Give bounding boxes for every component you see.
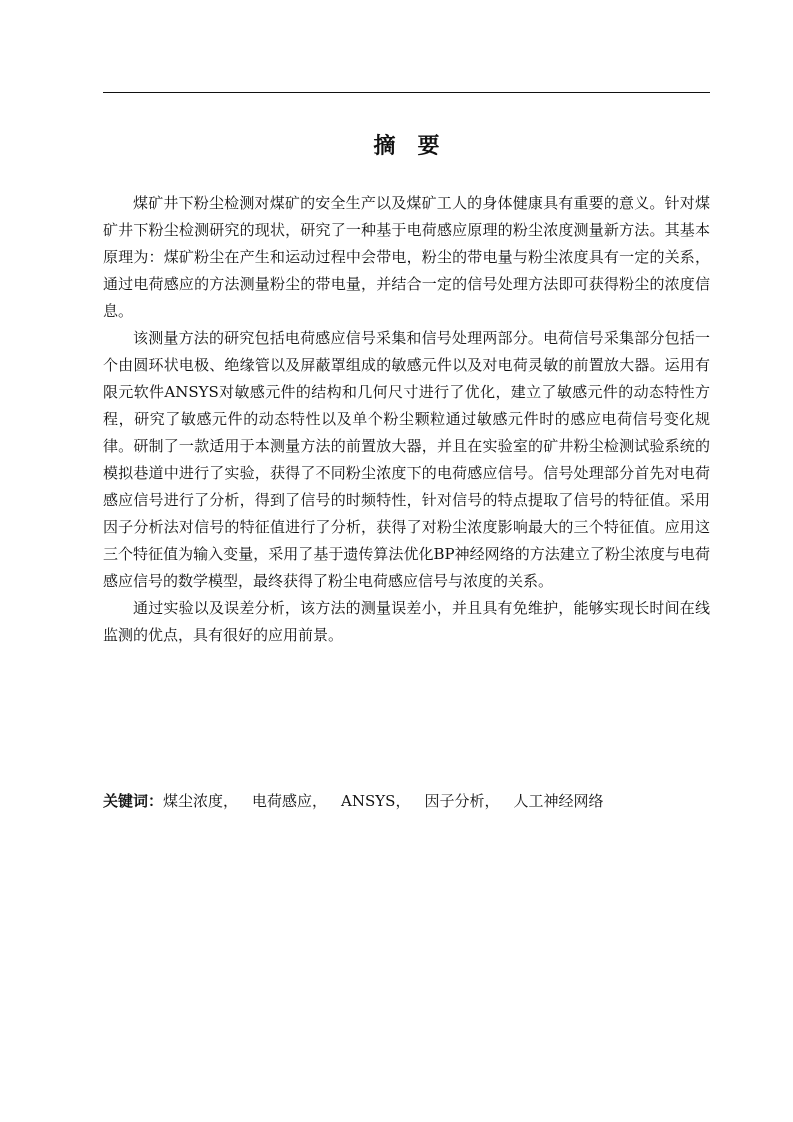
abstract-paragraph: 通过实验以及误差分析，该方法的测量误差小，并且具有免维护，能够实现长时间在线监测的优点，具有很好的应用前景。 (103, 599, 710, 644)
page-title: 摘 要 (373, 134, 440, 159)
abstract-paragraph: 煤矿井下粉尘检测对煤矿的安全生产以及煤矿工人的身体健康具有重要的意义。针对煤矿井下粉尘检测研究的现状，研究了一种基于电荷感应原理的粉尘浓度测量新方法。其基本原理为：煤矿粉尘在产生和运动过程中会带电，粉尘的带电量与粉尘浓度具有一定的关系，通过电荷感应的方法测量粉尘的带电量，并结合一定的信号处理方法即可获得粉尘的浓度信息。 (103, 194, 710, 320)
keyword-item: 因子分析， (424, 792, 500, 810)
abstract-paragraph: 该测量方法的研究包括电荷感应信号采集和信号处理两部分。电荷信号采集部分包括一个由圆环状电极、绝缘管以及屏蔽罩组成的敏感元件以及对电荷灵敏的前置放大器。运用有限元软件ANSYS对敏感元件的结构和几何尺寸进行了优化，建立了敏感元件的动态特性方程，研究了敏感元件的动态特性以及单个粉尘颗粒通过敏感元件时的感应电荷信号变化规律。研制了一款适用于本测量方法的前置放大器，并且在实验室的矿井粉尘检测试验系统的模拟巷道中进行了实验，获得了不同粉尘浓度下的电荷感应信号。信号处理部分首先对电荷感应信号进行了分析，得到了信号的时频特性，针对信号的特点提取了信号的特征值。采用因子分析法对信号的特征值进行了分析，获得了对粉尘浓度影响最大的三个特征值。应用这三个特征值为输入变量，采用了基于遗传算法优化BP神经网络的方法建立了粉尘浓度与电荷感应信号的数学模型，最终获得了粉尘电荷感应信号与浓度的关系。 (103, 329, 710, 590)
abstract-body (103, 190, 710, 649)
keyword-item: 电荷感应， (252, 792, 328, 810)
keywords-line (103, 789, 710, 813)
keyword-item: ANSYS， (341, 792, 411, 810)
header-rule (103, 92, 710, 93)
keyword-item: 人工神经网络 (513, 792, 604, 810)
keyword-item: 煤尘浓度， (163, 792, 239, 810)
keywords-label: 关键词： (103, 792, 164, 810)
